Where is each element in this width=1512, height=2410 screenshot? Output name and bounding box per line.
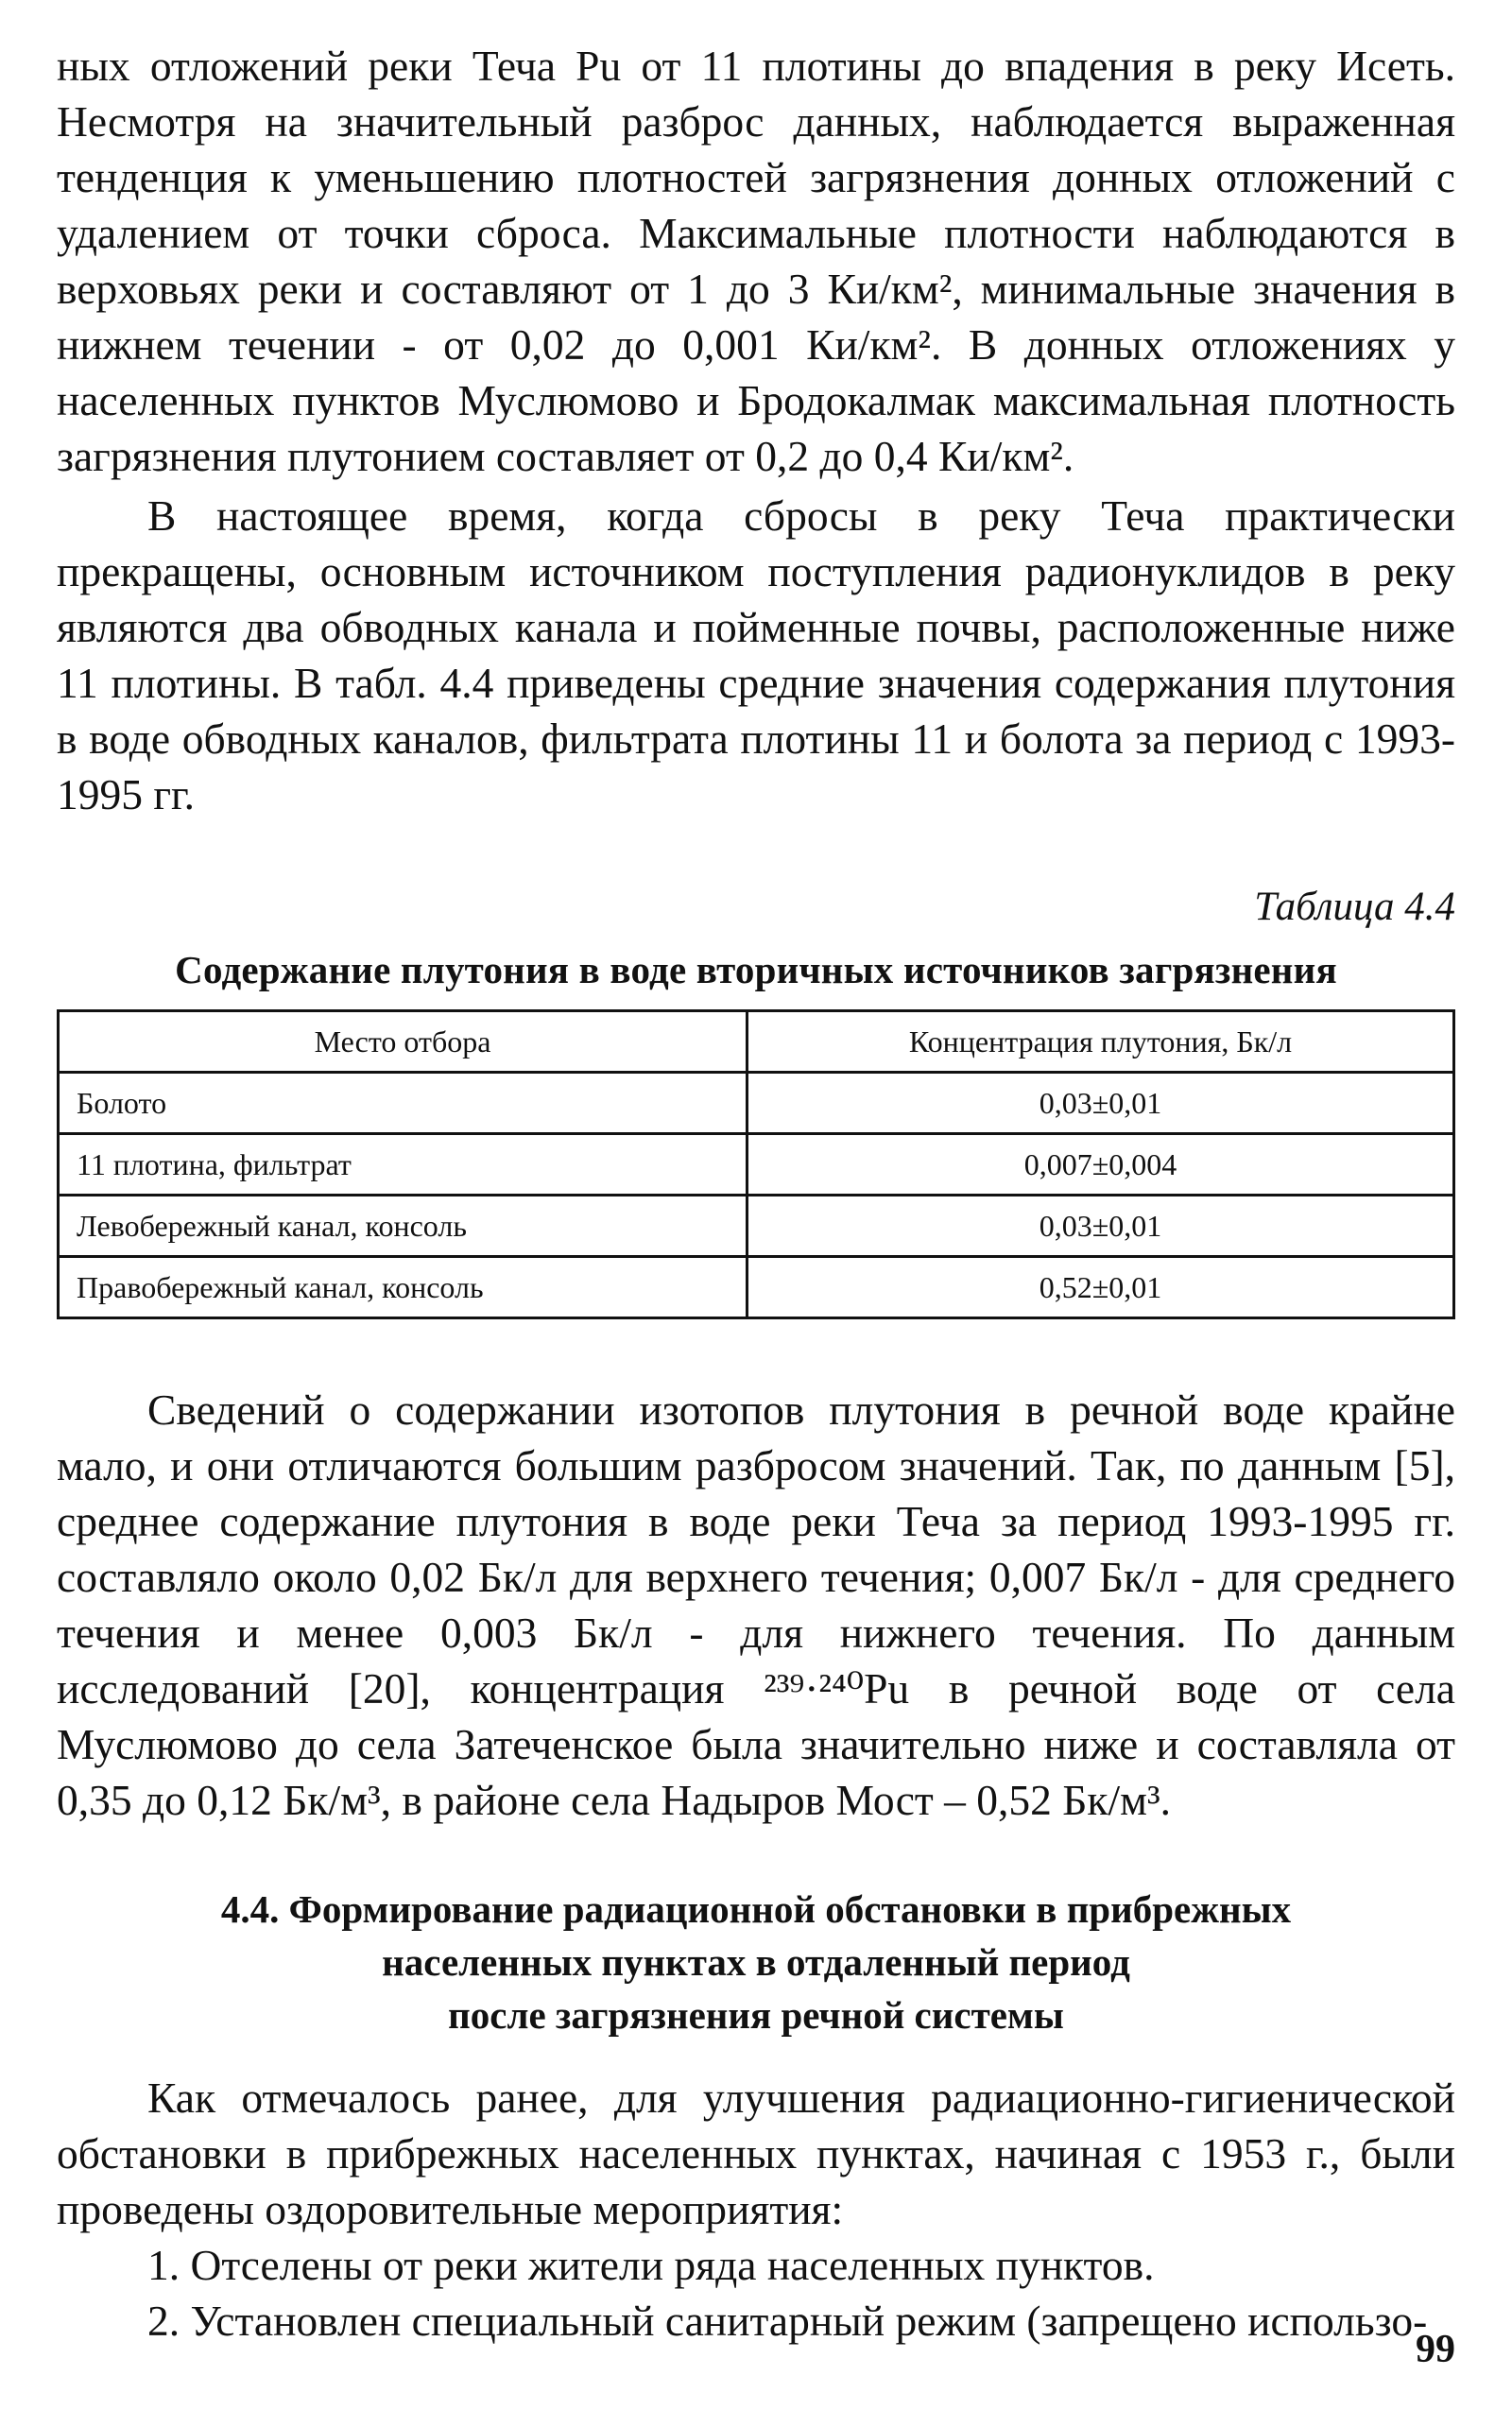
table-row <box>59 1134 1454 1196</box>
table-header-row <box>59 1011 1454 1073</box>
book-page <box>57 38 1455 2349</box>
list-item: 1. Отселены от реки жители ряда населенных пунктов. <box>147 2241 1155 2289</box>
table-row <box>59 1196 1454 1257</box>
section-heading-line: населенных пунктах в отдаленный период <box>382 1940 1130 1984</box>
table-header-concentration: Концентрация плутония, Бк/л <box>747 1011 1454 1073</box>
plutonium-table <box>57 1009 1455 1319</box>
table-cell-place: Болото <box>59 1073 747 1134</box>
table-header-place: Место отбора <box>59 1011 747 1073</box>
section-heading-line: 4.4. Формирование радиационной обстановки в прибрежных <box>220 1887 1292 1931</box>
table-cell-place: Левобережный канал, консоль <box>59 1196 747 1257</box>
table-cell-value: 0,007±0,004 <box>747 1134 1454 1196</box>
table-title: Содержание плутония в воде вторичных источников загрязнения <box>175 948 1337 991</box>
paragraph-secondary-sources: В настоящее время, когда сбросы в реку Теча практически прекращены, основным источником поступления радионуклидов в реку являются два обводных канала и пойменные почвы, расположенные ниже 11 плотины. В табл. 4.4 приведены средние значения содержания плутония в воде обводных каналов, фильтрата плотины 11 и болота за период с 1993-1995 гг. <box>57 491 1455 818</box>
table-cell-place: Правобережный канал, консоль <box>59 1257 747 1318</box>
paragraph-plutonium-sediments: ных отложений реки Теча Pu от 11 плотины до впадения в реку Исеть. Несмотря на значительный разброс данных, наблюдается выраженная тенденция к уменьшению плотностей загрязнения донных отложений с удалением от точки сброса. Максимальные плотности наблюдаются в верховьях реки и составляют от 1 до 3 Ки/км², минимальные значения в нижнем течении - от 0,02 до 0,001 Ки/км². В донных отложениях у населенных пунктов Муслюмово и Бродокалмак максимальная плотность загрязнения плутонием составляет от 0,2 до 0,4 Ки/км². <box>57 42 1455 480</box>
paragraph-measures: Как отмечалось ранее, для улучшения радиационно-гигиенической обстановки в прибрежных населенных пунктах, начиная с 1953 г., были проведены оздоровительные мероприятия: <box>57 2074 1455 2233</box>
table-caption: Таблица 4.4 <box>1254 885 1455 929</box>
table-cell-value: 0,03±0,01 <box>747 1196 1454 1257</box>
paragraph-river-water: Сведений о содержании изотопов плутония в речной воде крайне мало, и они отличаются большим разбросом значений. Так, по данным [5], среднее содержание плутония в воде реки Теча за период 1993-1995 гг. составляло около 0,02 Бк/л для верхнего течения; 0,007 Бк/л - для среднего течения и менее 0,003 Бк/л - для нижнего течения. По данным исследований [20], концентрация ²³⁹·²⁴⁰Pu в речной воде от села Муслюмово до села Затеченское была значительно ниже и составляла от 0,35 до 0,12 Бк/м³, в районе села Надыров Мост – 0,52 Бк/м³. <box>57 1386 1455 1824</box>
table-row <box>59 1073 1454 1134</box>
table-row <box>59 1257 1454 1318</box>
list-item: 2. Установлен специальный санитарный режим (запрещено использо- <box>147 2297 1428 2345</box>
table-cell-value: 0,03±0,01 <box>747 1073 1454 1134</box>
section-heading <box>57 1883 1455 2041</box>
measures-list <box>57 2237 1455 2349</box>
page-number: 99 <box>1416 2328 1455 2371</box>
table-cell-place: 11 плотина, фильтрат <box>59 1134 747 1196</box>
table-cell-value: 0,52±0,01 <box>747 1257 1454 1318</box>
table-spacer <box>57 1319 1455 1382</box>
section-heading-line: после загрязнения речной системы <box>448 1993 1064 2037</box>
